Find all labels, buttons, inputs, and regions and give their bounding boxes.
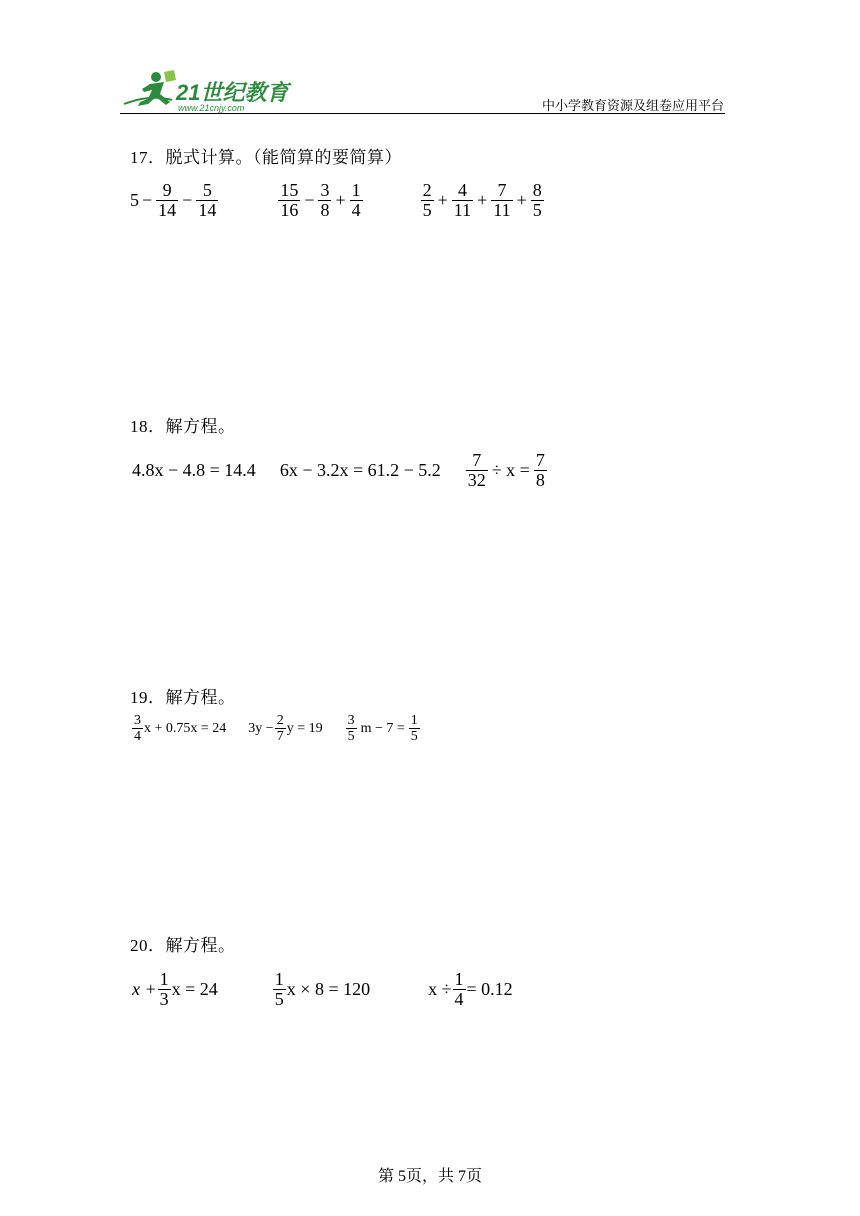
header-divider <box>120 113 725 114</box>
q17-expression-2: $\frac{15}{16}$ − $\frac{3}{8}$ + $\frac{1}{4}$ <box>280 180 361 220</box>
question-19-title: 19．解方程。 <box>130 688 236 707</box>
header-platform-text: 中小学教育资源及组卷应用平台 <box>541 98 724 113</box>
site-logo <box>120 64 300 116</box>
q18-equation-3: $\frac{7}{32}$ ÷ x = $\frac{7}{8}$ <box>467 450 545 490</box>
question-18-title: 18．解方程。 <box>130 417 236 436</box>
logo-url: www.21cnjy.com <box>178 103 245 113</box>
question-17-expressions <box>130 181 545 220</box>
q17-expression-3: $\frac{2}{5}$ + $\frac{4}{11}$ + $\frac{7}{11}$ + $\frac{8}{5}$ <box>422 180 542 220</box>
question-17-title: 17．脱式计算。（能简算的要简算） <box>130 148 402 167</box>
logo-text: 21世纪教育 <box>176 80 289 105</box>
question-18-equations <box>132 451 548 490</box>
q20-equation-1: x + $\frac{1}{3}$ x = 24 <box>132 969 218 1009</box>
q19-equation-3: $\frac{3}{5}$ m − 7 = $\frac{1}{5}$ <box>347 713 418 745</box>
logo-figure-head <box>151 72 161 82</box>
q19-equation-1: $\frac{3}{4}$ x + 0.75x = 24 <box>134 713 227 745</box>
question-20-equations <box>132 970 513 1009</box>
q18-equation-1: 4.8x − 4.8 = 14.4 <box>132 459 256 480</box>
q18-equation-2: 6x − 3.2x = 61.2 − 5.2 <box>279 459 441 480</box>
question-19-equations <box>131 713 421 745</box>
page-number: 第 5页，共 7页 <box>377 1168 482 1185</box>
question-20-title: 20．解方程。 <box>130 936 236 955</box>
q17-expression-1: 5 − $\frac{9}{14}$ − $\frac{5}{14}$ <box>130 180 217 220</box>
q20-equation-3: x ÷ $\frac{1}{4}$ = 0.12 <box>428 969 513 1009</box>
q19-equation-2: 3y − $\frac{2}{7}$ y = 19 <box>248 713 323 745</box>
q20-equation-2: $\frac{1}{5}$ x × 8 = 120 <box>274 969 371 1009</box>
